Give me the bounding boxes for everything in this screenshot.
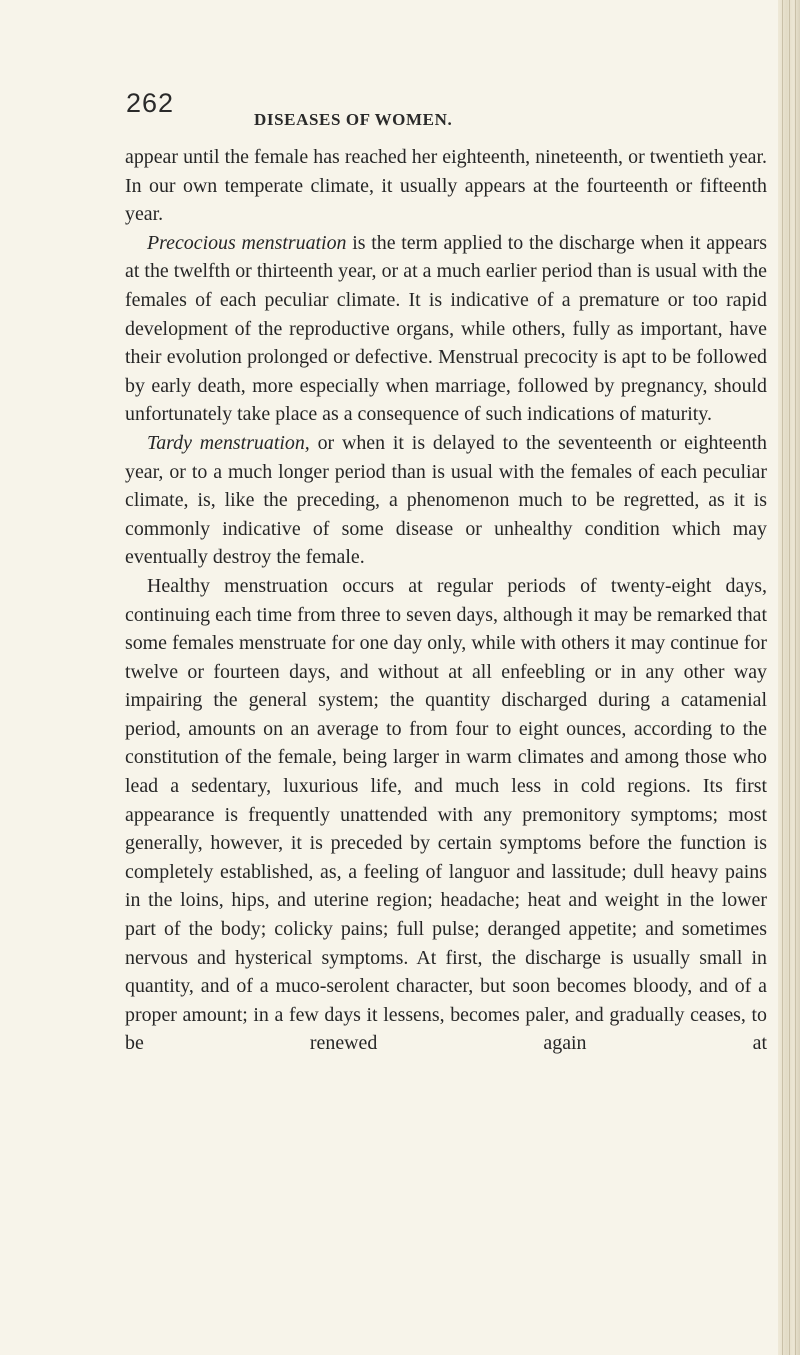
paragraph <box>125 143 767 229</box>
paragraph-text: is the term applied to the discharge when it appears at the twelfth or thirteenth year, or at a much earlier period than is usual with the females of each peculiar climate. It is indicative of a premature or too rapid development of the reproductive organs, while others, fully as important, have their evolution prolonged or defective. Menstrual precocity is apt to be followed by early death, more especially when marriage, followed by pregnancy, should unfortunately take place as a consequence of such indications of maturity. <box>125 231 767 426</box>
paragraph <box>125 229 767 429</box>
paragraph <box>125 572 767 1058</box>
running-title: DISEASES OF WOMEN. <box>254 110 453 129</box>
paragraph-lead-italic: Precocious menstruation <box>147 231 347 254</box>
page-edge-line <box>795 0 796 1355</box>
paragraph-text: Healthy menstruation occurs at regular periods of twenty-eight days, continuing each time from three to seven days, although it may be remarked that some females menstruate for one day only, while with others it may continue for twelve or fourteen days, and without at all enfeebling or in any other way impairing the general system; the quantity discharged during a catamenial period, amounts on an average to from four to eight ounces, according to the constitution of the female, being larger in warm climates and among those who lead a sedentary, luxurious life, and much less in cold regions. Its first appearance is frequently unattended with any premonitory symptoms; most generally, however, it is preceded by certain symptoms before the function is completely established, as, a feeling of languor and lassitude; dull heavy pains in the loins, hips, and uterine region; headache; heat and weight in the lower part of the body; colicky pains; full pulse; deranged appetite; and sometimes nervous and hysterical symptoms. At first, the discharge is usually small in quantity, and of a muco-serolent character, but soon becomes bloody, and of a proper amount; in a few days it lessens, becomes paler, and gradually ceases, to be renewed again at <box>125 574 767 1055</box>
page-edge-shadow <box>778 0 800 1355</box>
page-header <box>126 88 766 136</box>
paragraph-text: appear until the female has reached her eighteenth, nineteenth, or twentieth year. In our own temperate climate, it usually appears at the fourteenth or fifteenth year. <box>125 146 767 226</box>
page-edge-line <box>789 0 790 1355</box>
paragraph-text: or when it is delayed to the seventeenth or eighteenth year, or to a much longer period than is usual with the females of each peculiar climate, is, like the preceding, a phenomenon much to be regretted, as it is commonly indicative of some disease or unhealthy condition which may eventually destroy the female. <box>125 431 767 569</box>
body-text <box>125 143 767 1058</box>
paragraph-lead-italic: Tardy menstruation, <box>147 431 310 454</box>
paragraph <box>125 429 767 572</box>
page-edge-line <box>782 0 783 1355</box>
page-number: 262 <box>126 88 175 118</box>
